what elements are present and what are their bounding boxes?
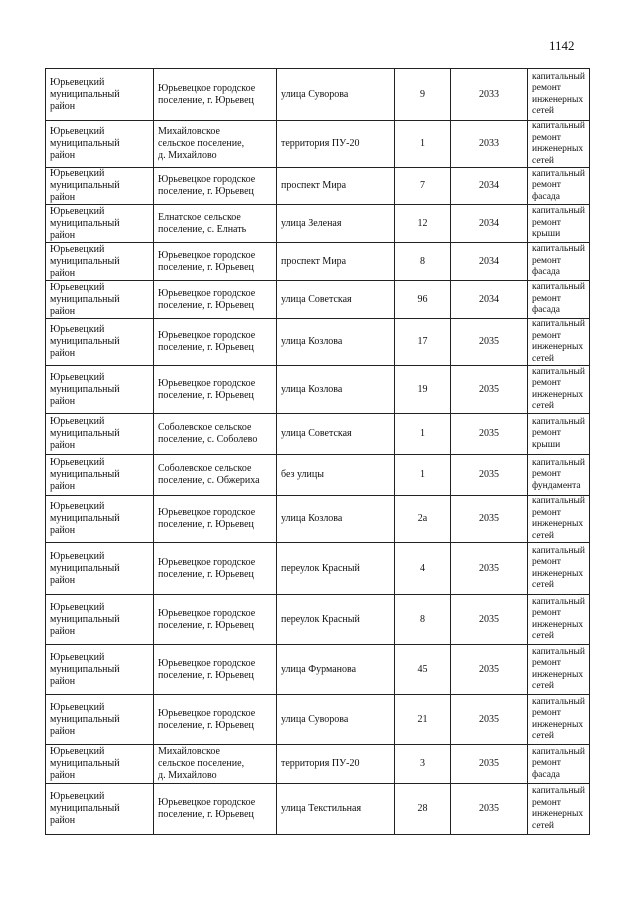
work-type-cell: капитальный ремонт инженерных сетей — [528, 645, 590, 695]
settlement-cell: Юрьевецкое городское поселение, г. Юрьевец — [154, 243, 277, 281]
work-type-cell: капитальный ремонт крыши — [528, 414, 590, 455]
street-cell: улица Советская — [277, 281, 395, 319]
repair-year-cell: 2035 — [451, 784, 528, 835]
settlement-cell: Михайловское сельское поселение, д. Михайлово — [154, 745, 277, 784]
settlement-cell: Юрьевецкое городское поселение, г. Юрьевец — [154, 69, 277, 121]
settlement-cell: Юрьевецкое городское поселение, г. Юрьевец — [154, 168, 277, 205]
settlement-cell: Елнатское сельское поселение, с. Елнать — [154, 205, 277, 243]
work-type-cell: капитальный ремонт фасада — [528, 281, 590, 319]
municipal-district-cell: Юрьевецкий муниципальный район — [46, 695, 154, 745]
municipal-district-cell: Юрьевецкий муниципальный район — [46, 69, 154, 121]
house-number-cell: 8 — [395, 243, 451, 281]
repair-year-cell: 2033 — [451, 121, 528, 168]
municipal-district-cell: Юрьевецкий муниципальный район — [46, 543, 154, 595]
settlement-cell: Юрьевецкое городское поселение, г. Юрьевец — [154, 366, 277, 414]
settlement-cell: Юрьевецкое городское поселение, г. Юрьевец — [154, 319, 277, 366]
table-row — [46, 69, 590, 121]
house-number-cell: 1 — [395, 455, 451, 496]
settlement-cell: Юрьевецкое городское поселение, г. Юрьевец — [154, 281, 277, 319]
table-row — [46, 784, 590, 835]
repair-year-cell: 2035 — [451, 595, 528, 645]
repair-schedule-table — [45, 68, 590, 835]
repair-year-cell: 2035 — [451, 455, 528, 496]
house-number-cell: 3 — [395, 745, 451, 784]
municipal-district-cell: Юрьевецкий муниципальный район — [46, 745, 154, 784]
table-row — [46, 695, 590, 745]
street-cell: улица Козлова — [277, 366, 395, 414]
work-type-cell: капитальный ремонт инженерных сетей — [528, 784, 590, 835]
municipal-district-cell: Юрьевецкий муниципальный район — [46, 366, 154, 414]
settlement-cell: Соболевское сельское поселение, с. Обжериха — [154, 455, 277, 496]
house-number-cell: 2а — [395, 496, 451, 543]
work-type-cell: капитальный ремонт инженерных сетей — [528, 121, 590, 168]
house-number-cell: 19 — [395, 366, 451, 414]
work-type-cell: капитальный ремонт инженерных сетей — [528, 69, 590, 121]
work-type-cell: капитальный ремонт инженерных сетей — [528, 366, 590, 414]
repair-year-cell: 2035 — [451, 543, 528, 595]
settlement-cell: Михайловское сельское поселение, д. Михайлово — [154, 121, 277, 168]
settlement-cell: Юрьевецкое городское поселение, г. Юрьевец — [154, 784, 277, 835]
repair-year-cell: 2035 — [451, 745, 528, 784]
house-number-cell: 1 — [395, 121, 451, 168]
street-cell: улица Зеленая — [277, 205, 395, 243]
settlement-cell: Юрьевецкое городское поселение, г. Юрьевец — [154, 695, 277, 745]
work-type-cell: капитальный ремонт инженерных сетей — [528, 543, 590, 595]
municipal-district-cell: Юрьевецкий муниципальный район — [46, 243, 154, 281]
house-number-cell: 4 — [395, 543, 451, 595]
work-type-cell: капитальный ремонт инженерных сетей — [528, 695, 590, 745]
street-cell: проспект Мира — [277, 168, 395, 205]
settlement-cell: Юрьевецкое городское поселение, г. Юрьевец — [154, 595, 277, 645]
table-row — [46, 121, 590, 168]
repair-year-cell: 2034 — [451, 281, 528, 319]
table-row — [46, 595, 590, 645]
street-cell: улица Суворова — [277, 69, 395, 121]
settlement-cell: Соболевское сельское поселение, с. Соболево — [154, 414, 277, 455]
table-row — [46, 205, 590, 243]
municipal-district-cell: Юрьевецкий муниципальный район — [46, 319, 154, 366]
table-body — [46, 69, 590, 835]
table-row — [46, 455, 590, 496]
table-row — [46, 543, 590, 595]
table-row — [46, 645, 590, 695]
house-number-cell: 12 — [395, 205, 451, 243]
work-type-cell: капитальный ремонт инженерных сетей — [528, 496, 590, 543]
table-row — [46, 243, 590, 281]
street-cell: территория ПУ-20 — [277, 121, 395, 168]
work-type-cell: капитальный ремонт инженерных сетей — [528, 319, 590, 366]
house-number-cell: 8 — [395, 595, 451, 645]
municipal-district-cell: Юрьевецкий муниципальный район — [46, 496, 154, 543]
municipal-district-cell: Юрьевецкий муниципальный район — [46, 205, 154, 243]
house-number-cell: 45 — [395, 645, 451, 695]
street-cell: переулок Красный — [277, 543, 395, 595]
table-row — [46, 366, 590, 414]
street-cell: улица Козлова — [277, 496, 395, 543]
work-type-cell: капитальный ремонт фундамента — [528, 455, 590, 496]
municipal-district-cell: Юрьевецкий муниципальный район — [46, 121, 154, 168]
repair-year-cell: 2033 — [451, 69, 528, 121]
settlement-cell: Юрьевецкое городское поселение, г. Юрьевец — [154, 543, 277, 595]
work-type-cell: капитальный ремонт крыши — [528, 205, 590, 243]
street-cell: переулок Красный — [277, 595, 395, 645]
street-cell: проспект Мира — [277, 243, 395, 281]
repair-year-cell: 2035 — [451, 366, 528, 414]
house-number-cell: 9 — [395, 69, 451, 121]
repair-year-cell: 2035 — [451, 695, 528, 745]
house-number-cell: 7 — [395, 168, 451, 205]
table-row — [46, 281, 590, 319]
repair-year-cell: 2035 — [451, 319, 528, 366]
house-number-cell: 28 — [395, 784, 451, 835]
work-type-cell: капитальный ремонт фасада — [528, 243, 590, 281]
street-cell: улица Советская — [277, 414, 395, 455]
house-number-cell: 96 — [395, 281, 451, 319]
street-cell: улица Суворова — [277, 695, 395, 745]
house-number-cell: 17 — [395, 319, 451, 366]
table-row — [46, 745, 590, 784]
table-row — [46, 414, 590, 455]
street-cell: улица Фурманова — [277, 645, 395, 695]
page-number: 1142 — [549, 38, 575, 53]
street-cell: улица Козлова — [277, 319, 395, 366]
repair-year-cell: 2035 — [451, 645, 528, 695]
municipal-district-cell: Юрьевецкий муниципальный район — [46, 784, 154, 835]
street-cell: территория ПУ-20 — [277, 745, 395, 784]
settlement-cell: Юрьевецкое городское поселение, г. Юрьевец — [154, 645, 277, 695]
table-row — [46, 168, 590, 205]
settlement-cell: Юрьевецкое городское поселение, г. Юрьевец — [154, 496, 277, 543]
repair-year-cell: 2035 — [451, 414, 528, 455]
repair-year-cell: 2034 — [451, 168, 528, 205]
table-row — [46, 319, 590, 366]
municipal-district-cell: Юрьевецкий муниципальный район — [46, 168, 154, 205]
table-row — [46, 496, 590, 543]
work-type-cell: капитальный ремонт инженерных сетей — [528, 595, 590, 645]
repair-year-cell: 2034 — [451, 205, 528, 243]
street-cell: улица Текстильная — [277, 784, 395, 835]
municipal-district-cell: Юрьевецкий муниципальный район — [46, 281, 154, 319]
work-type-cell: капитальный ремонт фасада — [528, 745, 590, 784]
municipal-district-cell: Юрьевецкий муниципальный район — [46, 414, 154, 455]
repair-year-cell: 2035 — [451, 496, 528, 543]
work-type-cell: капитальный ремонт фасада — [528, 168, 590, 205]
house-number-cell: 21 — [395, 695, 451, 745]
repair-year-cell: 2034 — [451, 243, 528, 281]
municipal-district-cell: Юрьевецкий муниципальный район — [46, 645, 154, 695]
municipal-district-cell: Юрьевецкий муниципальный район — [46, 455, 154, 496]
house-number-cell: 1 — [395, 414, 451, 455]
municipal-district-cell: Юрьевецкий муниципальный район — [46, 595, 154, 645]
street-cell: без улицы — [277, 455, 395, 496]
